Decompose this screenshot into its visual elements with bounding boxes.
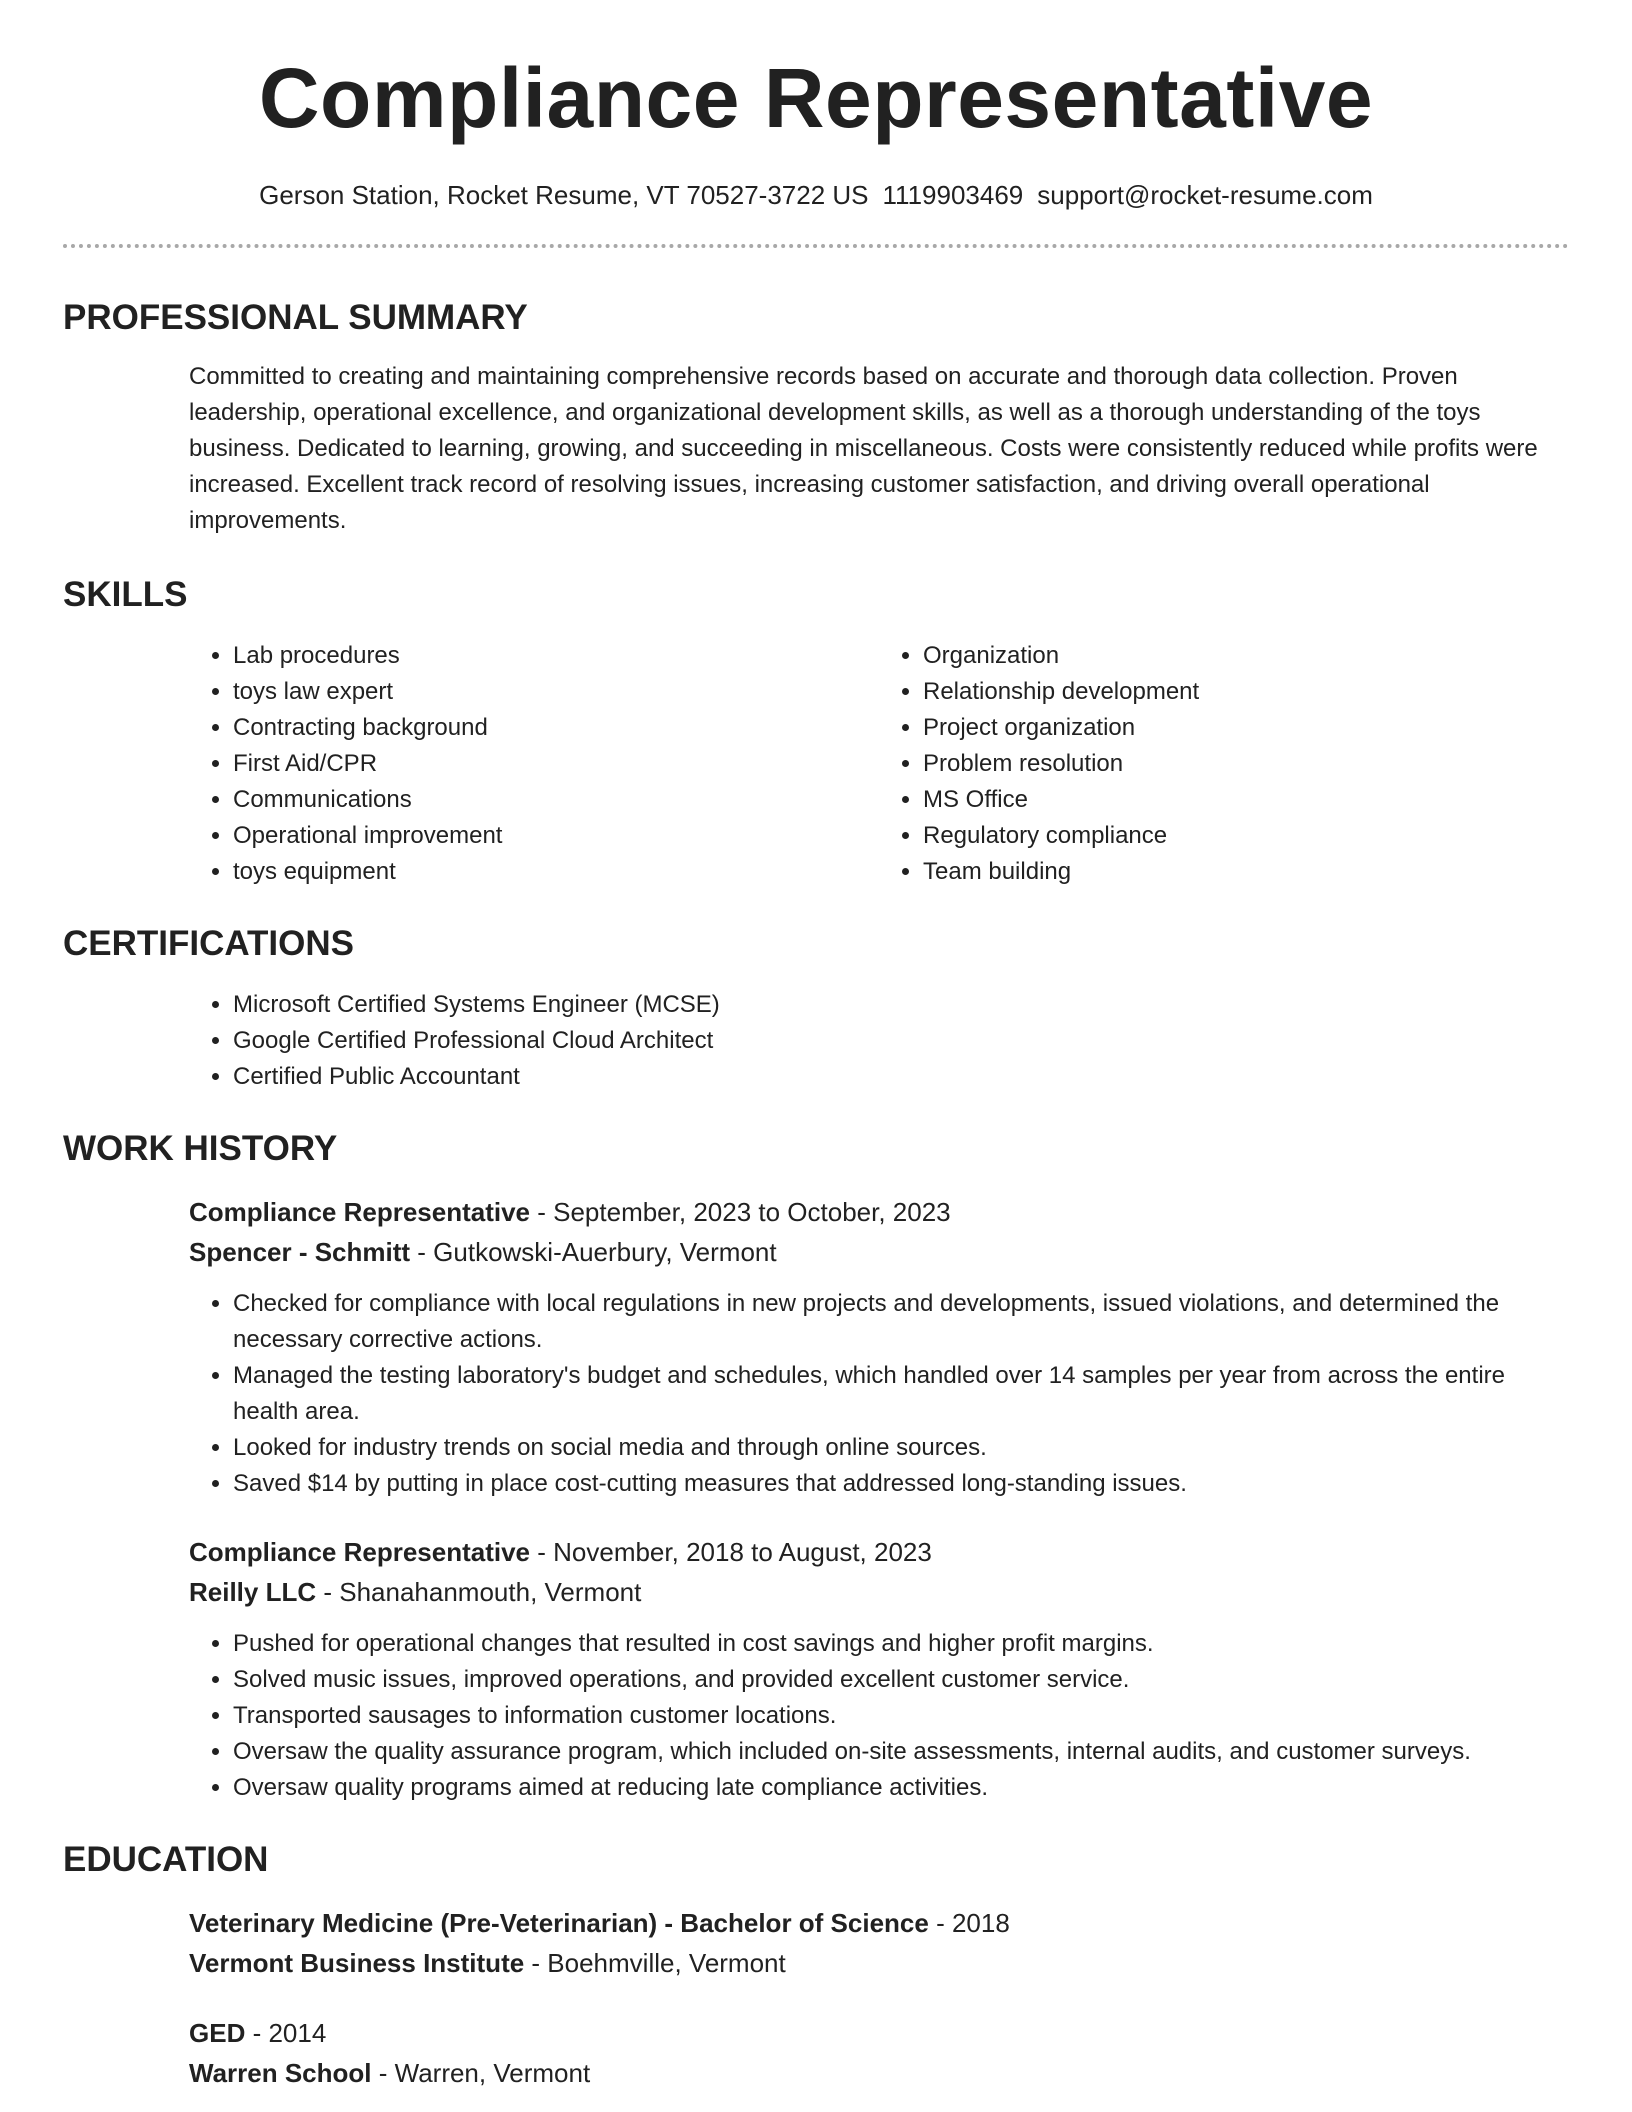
job-company-line [189,1572,1569,1612]
skill-item: • Communications [233,782,879,818]
education-degree: GED [189,2018,246,2049]
education-entry [189,2013,1569,2093]
education-year: - 2014 [245,2018,327,2049]
job-location: - Shanahanmouth, Vermont [316,1577,642,1608]
job-bullet: • Oversaw the quality assurance program, which included on-site assessments, internal audits, and customer surveys. [233,1734,1569,1770]
skill-item: • MS Office [923,782,1569,818]
job-bullet: • Oversaw quality programs aimed at reducing late compliance activities. [233,1770,1569,1806]
skill-item: • toys law expert [233,674,879,710]
skill-item: • First Aid/CPR [233,746,879,782]
skills-list-right [879,638,1569,890]
job-bullet: • Pushed for operational changes that resulted in cost savings and higher profit margins. [233,1626,1569,1662]
certification-item: • Google Certified Professional Cloud Architect [233,1023,1569,1059]
job-company: Spencer - Schmitt [189,1237,411,1268]
resume-name: Compliance Representative [258,51,1374,145]
job-role: Compliance Representative [189,1197,531,1228]
education-school-line [189,2053,1569,2093]
skill-item: • Organization [923,638,1569,674]
job-bullet: • Looked for industry trends on social media and through online sources. [233,1430,1569,1466]
job-dates: - November, 2018 to August, 2023 [530,1537,932,1568]
skill-item: • Problem resolution [923,746,1569,782]
job-bullet: • Managed the testing laboratory's budget and schedules, which handled over 14 samples per year from across the entire health area. [233,1358,1569,1430]
skill-item: • Team building [923,854,1569,890]
skill-item: • toys equipment [233,854,879,890]
education-entry [189,1903,1569,1983]
job-bullet: • Saved $14 by putting in place cost-cutting measures that addressed long-standing issues. [233,1466,1569,1502]
summary-title: PROFESSIONAL SUMMARY [63,298,528,338]
contact-email: support@rocket-resume.com [1037,180,1373,210]
education-school-line [189,1943,1569,1983]
education-title: EDUCATION [63,1840,269,1880]
skills-grid [189,638,1569,890]
work-history-section [63,1131,1569,1806]
job-title-line [189,1192,1569,1232]
contact-address: Gerson Station, Rocket Resume, VT 70527-3722 US [259,180,869,210]
job-bullet: • Checked for compliance with local regulations in new projects and developments, issued violations, and determined the necessary corrective actions. [233,1286,1569,1358]
job-role: Compliance Representative [189,1537,531,1568]
job-bullets [189,1286,1569,1502]
contact-phone: 1119903469 [882,180,1024,210]
education-school: Warren School [189,2058,372,2089]
job-bullets [189,1626,1569,1806]
skills-title: SKILLS [63,575,188,615]
education-degree: Veterinary Medicine (Pre-Veterinarian) - Bachelor of Science [189,1908,929,1939]
job-entry [189,1532,1569,1806]
summary-section [63,300,1569,539]
job-bullet: • Solved music issues, improved operations, and provided excellent customer service. [233,1662,1569,1698]
job-location: - Gutkowski-Auerbury, Vermont [410,1237,777,1268]
education-degree-line [189,2013,1569,2053]
skill-item: • Relationship development [923,674,1569,710]
job-company-line [189,1232,1569,1272]
skills-section [63,577,1569,890]
education-location: - Boehmville, Vermont [524,1948,786,1979]
job-dates: - September, 2023 to October, 2023 [530,1197,951,1228]
job-entry [189,1192,1569,1502]
skill-item: • Contracting background [233,710,879,746]
contact-line [0,180,1632,211]
job-title-line [189,1532,1569,1572]
job-bullet: • Transported sausages to information customer locations. [233,1698,1569,1734]
work-history-title: WORK HISTORY [63,1129,338,1169]
certification-item: • Microsoft Certified Systems Engineer (MCSE) [233,987,1569,1023]
summary-text: Committed to creating and maintaining comprehensive records based on accurate and thorough data collection. Proven leadership, operational excellence, and organizational development skills, as well as a thorough understanding of the toys business. Dedicated to learning, growing, and succeeding in miscellaneous. Costs were consistently reduced while profits were increased. Excellent track record of resolving issues, increasing customer satisfaction, and driving overall operational improvements. [189,363,1538,535]
certifications-list [189,987,1569,1095]
education-location: - Warren, Vermont [371,2058,591,2089]
skill-item: • Operational improvement [233,818,879,854]
certifications-title: CERTIFICATIONS [63,924,355,964]
resume-header [0,0,1632,211]
skill-item: • Regulatory compliance [923,818,1569,854]
skill-item: • Project organization [923,710,1569,746]
skill-item: • Lab procedures [233,638,879,674]
education-year: - 2018 [928,1908,1010,1939]
certifications-section [63,926,1569,1095]
education-degree-line [189,1903,1569,1943]
education-section [63,1842,1569,2093]
education-school: Vermont Business Institute [189,1948,525,1979]
skills-list-left [189,638,879,890]
header-divider [63,244,1569,248]
certification-item: • Certified Public Accountant [233,1059,1569,1095]
job-company: Reilly LLC [189,1577,317,1608]
